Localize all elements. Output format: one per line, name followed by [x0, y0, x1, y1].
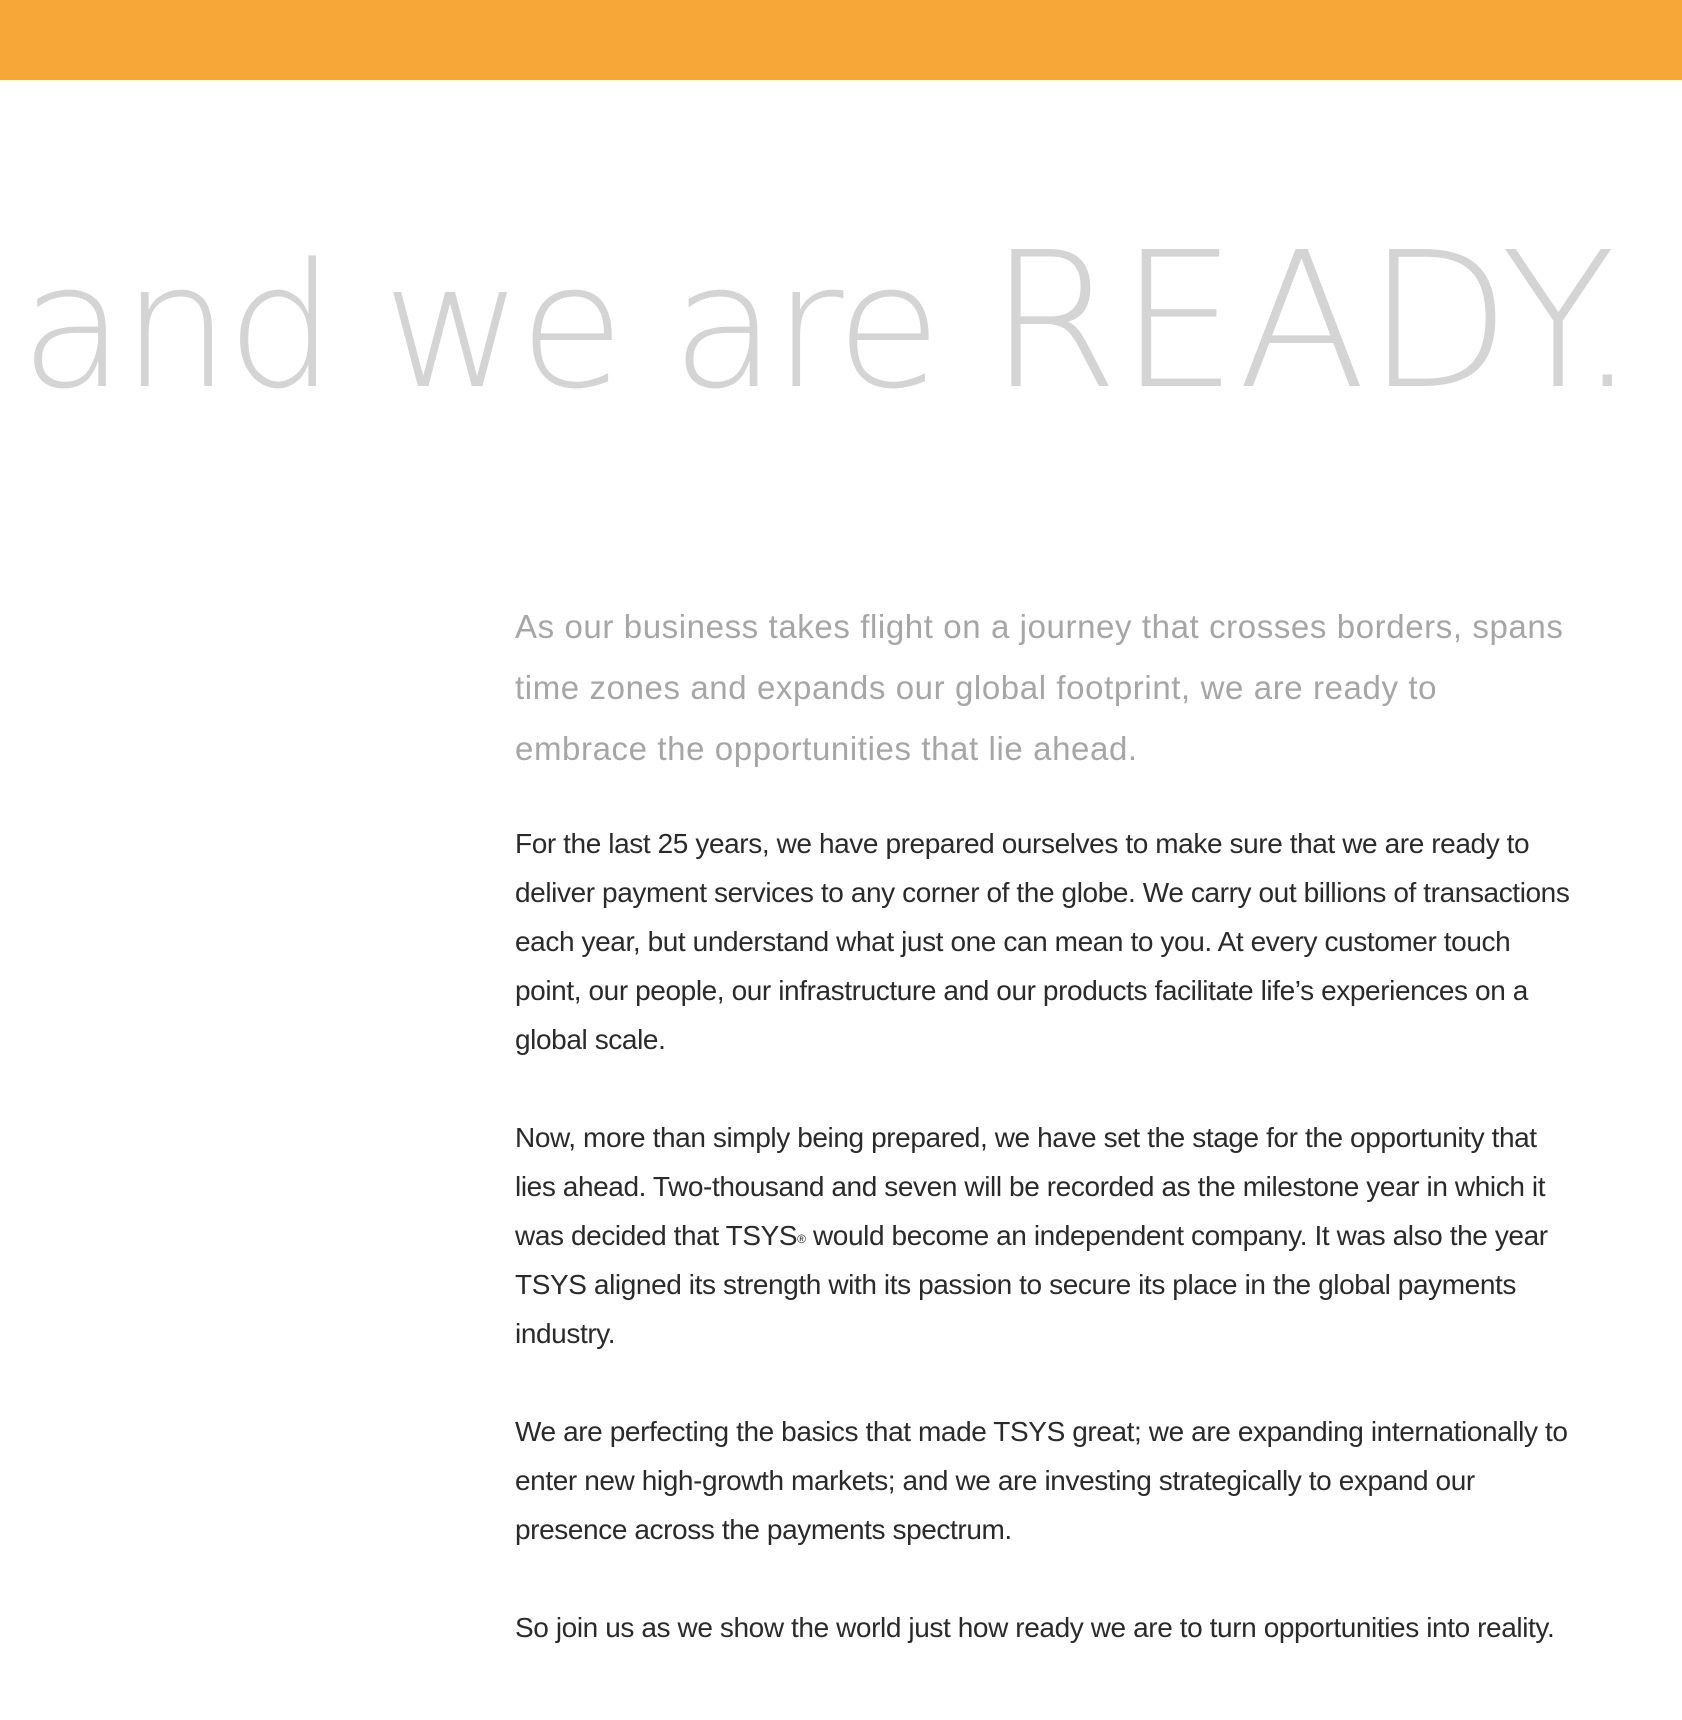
body-content: [515, 596, 1575, 1652]
paragraph-independence-part2: would become an independent company. It was also the year TSYS aligned its strength with its passion to secure its place in the global payments industry.: [515, 1220, 1548, 1349]
headline-emphasis: READY.: [988, 212, 1638, 431]
paragraph-strategy: We are perfecting the basics that made TSYS great; we are expanding internationally to enter new high-growth markets; and we are investing strategically to expand our presence across the payments spectrum.: [515, 1416, 1568, 1545]
headline-lead: and we are: [20, 226, 989, 427]
page-headline: [20, 212, 1638, 431]
top-accent-bar: [0, 0, 1682, 80]
registered-mark: ®: [797, 1232, 806, 1246]
paragraph-closing: So join us as we show the world just how ready we are to turn opportunities into reality.: [515, 1612, 1555, 1643]
paragraph-independence: [515, 1113, 1575, 1358]
intro-paragraph: As our business takes flight on a journey that crosses borders, spans time zones and expands our global footprint, we are ready to embrace the opportunities that lie ahead.: [515, 608, 1564, 767]
paragraph-independence-part1: Now, more than simply being prepared, we have set the stage for the opportunity that lies ahead. Two-thousand and seven will be recorded as the milestone year in which it was decided that TSYS: [515, 1122, 1546, 1251]
paragraph-history: For the last 25 years, we have prepared ourselves to make sure that we are ready to deliver payment services to any corner of the globe. We carry out billions of transactions each year, but understand what just one can mean to you. At every customer touch point, our people, our infrastructure and our products facilitate life’s experiences on a global scale.: [515, 828, 1570, 1055]
